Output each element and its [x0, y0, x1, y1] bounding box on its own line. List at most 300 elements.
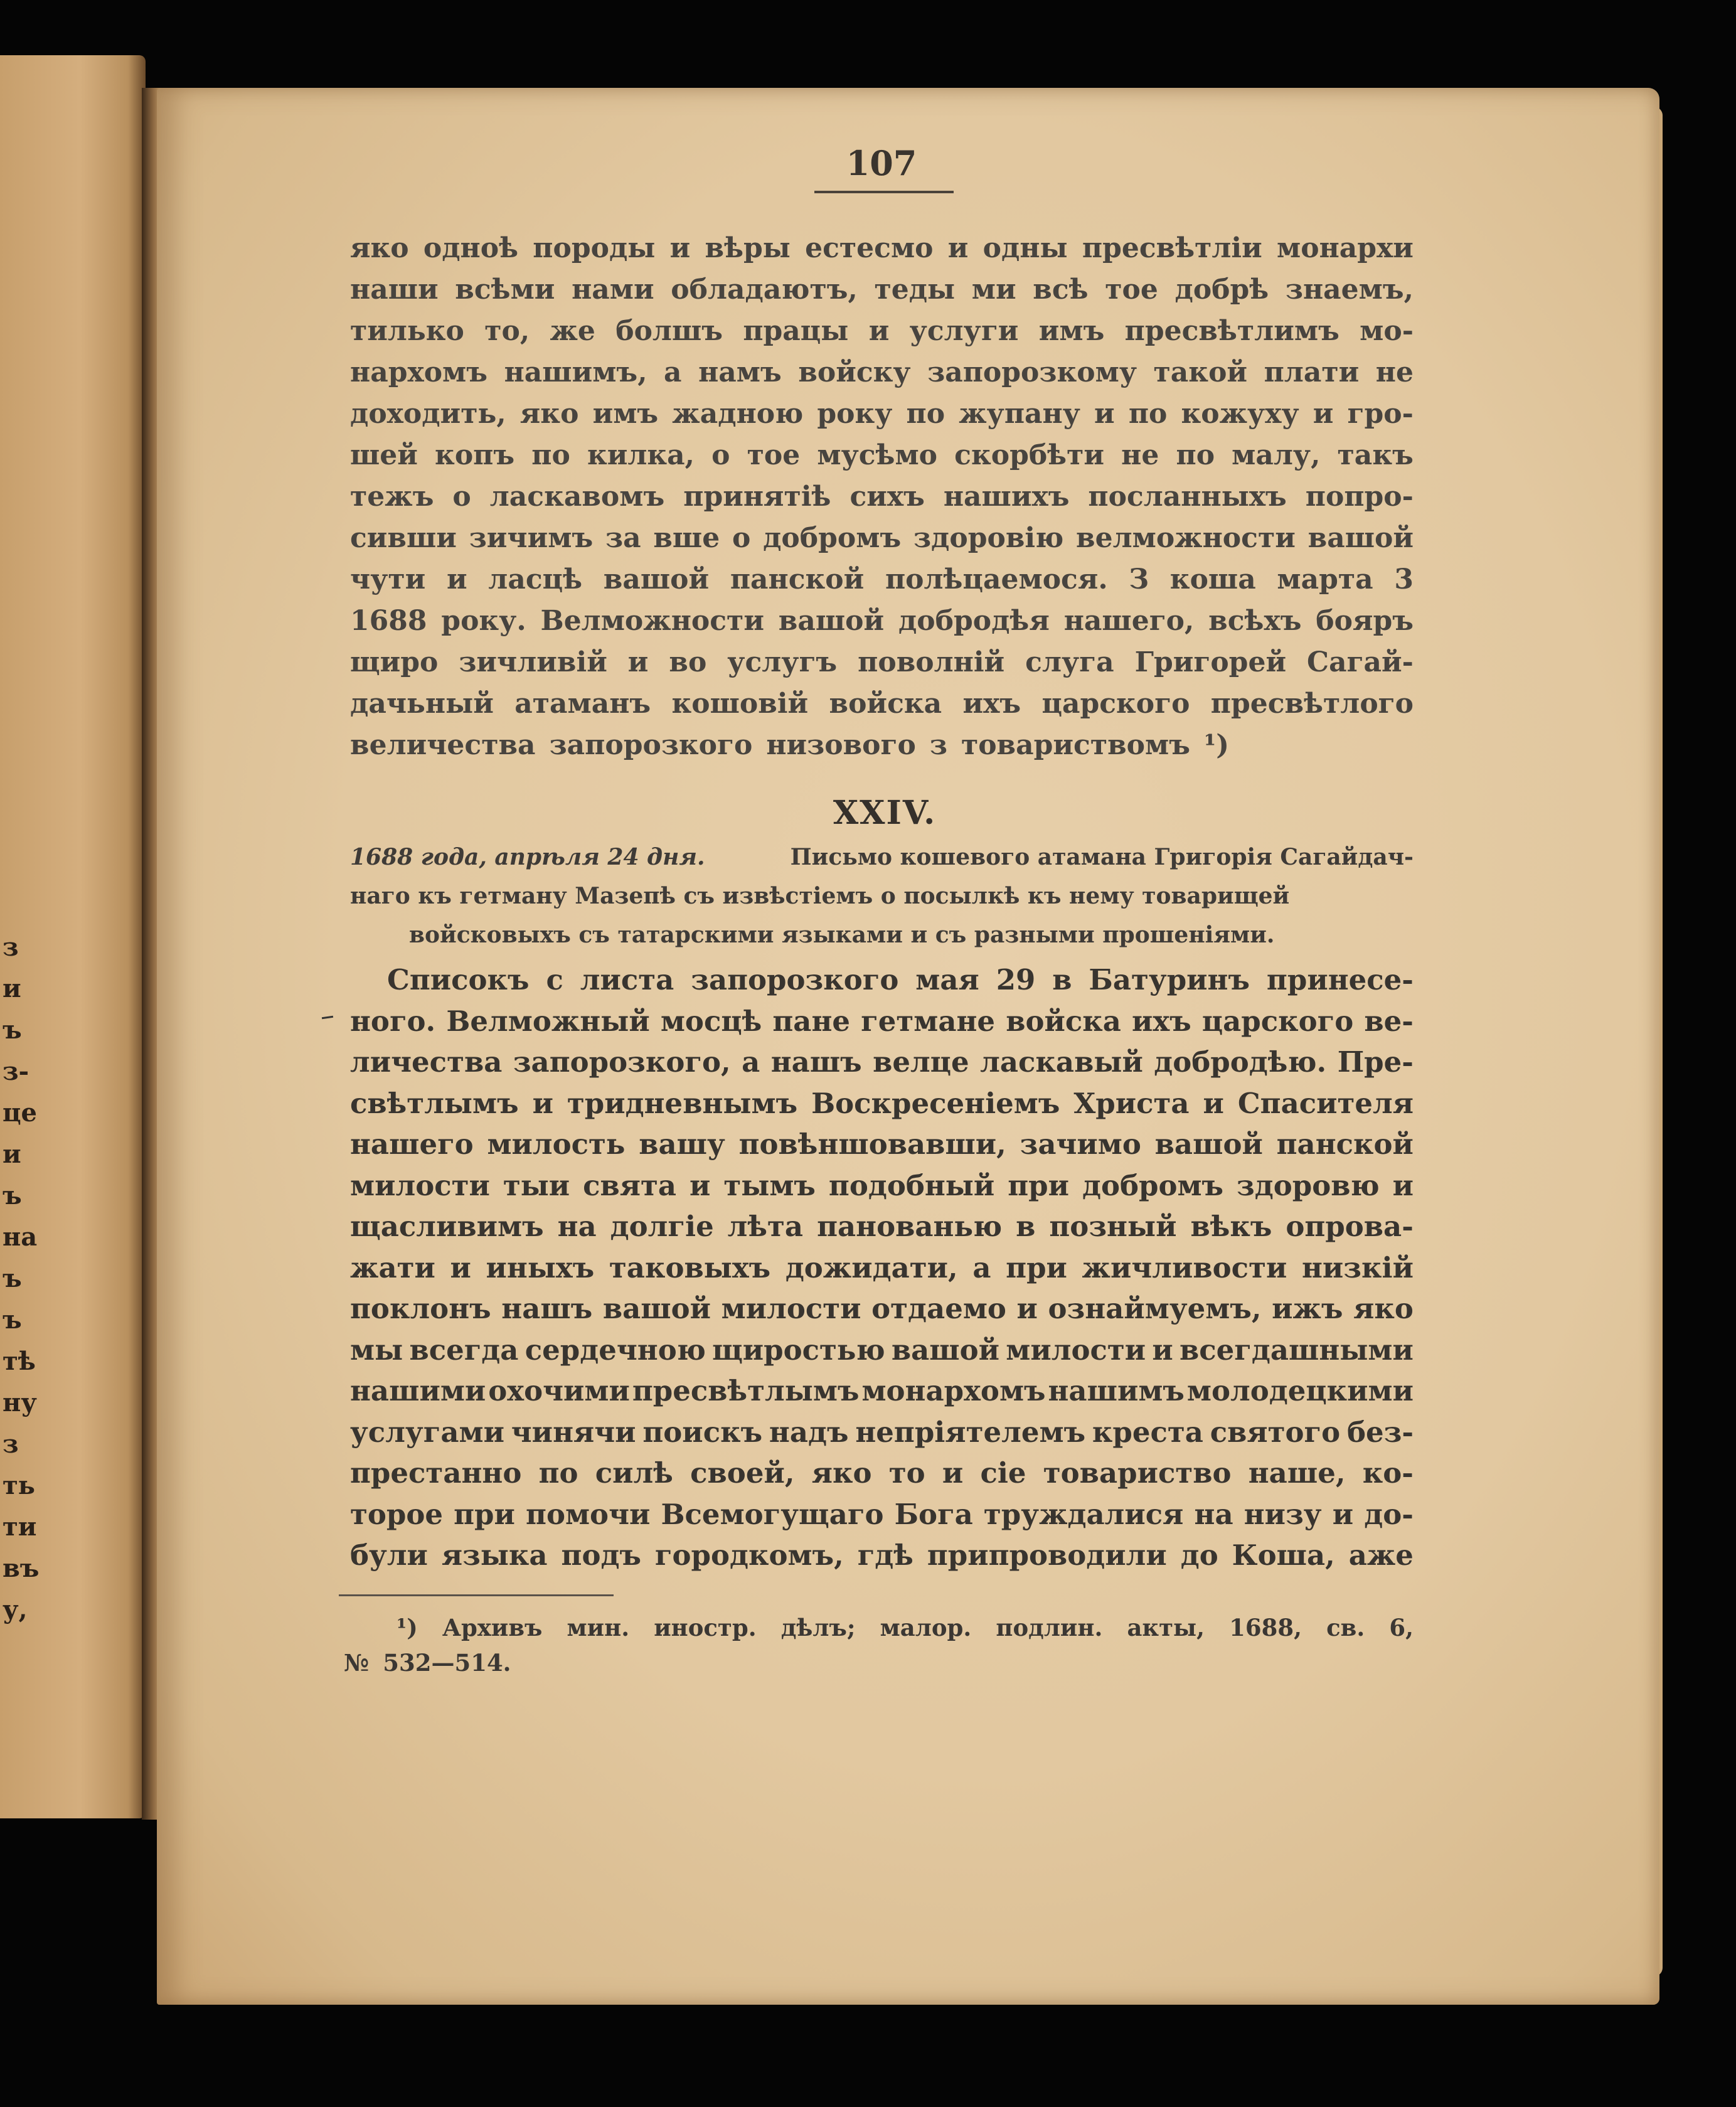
- text-line: [350, 315, 1414, 347]
- word: панской: [730, 563, 865, 595]
- word: листа: [580, 963, 674, 996]
- left-page-fragment: ъ: [3, 1181, 22, 1210]
- word: свята: [583, 1168, 677, 1202]
- word: Воскресеніемъ: [811, 1086, 1060, 1120]
- word: монархомъ: [861, 1374, 1046, 1407]
- word: 532—514.: [383, 1649, 511, 1677]
- left-page-fragment: ъ: [3, 1264, 22, 1293]
- word: добродѣю.: [1154, 1045, 1327, 1079]
- word: имъ: [592, 398, 659, 430]
- word: личества: [350, 1045, 503, 1079]
- word: о: [711, 439, 730, 471]
- left-page-fragment: ти: [3, 1512, 37, 1542]
- word: позный: [1049, 1210, 1177, 1243]
- word: на: [1194, 1497, 1233, 1531]
- word: вѣкъ: [1190, 1210, 1272, 1243]
- word: и: [669, 232, 691, 264]
- left-page-edge: [0, 55, 146, 1818]
- left-page-fragment: тѣ: [3, 1347, 36, 1376]
- word: попро-: [1305, 481, 1414, 513]
- word: здоровію: [913, 522, 1064, 554]
- word: мусѣмо: [817, 439, 938, 471]
- word: о: [452, 481, 471, 513]
- word: до-: [1364, 1497, 1414, 1531]
- word: одноѣ: [423, 232, 519, 264]
- word: с: [546, 963, 563, 996]
- text-line: [350, 1169, 1414, 1202]
- word: Коша,: [1232, 1539, 1335, 1572]
- word: и: [1313, 398, 1334, 430]
- word: низового: [766, 729, 916, 761]
- word: тридневнымъ: [567, 1086, 798, 1120]
- word: щасливимъ: [350, 1210, 544, 1243]
- word: милости: [721, 1292, 861, 1325]
- word: слуга: [1025, 646, 1114, 678]
- word: панованью: [817, 1210, 1003, 1243]
- word: обладаютъ,: [671, 274, 858, 306]
- text-line: [350, 481, 1414, 513]
- word: милость: [487, 1128, 626, 1161]
- word: пресвѣтлого: [1210, 688, 1414, 720]
- word: тилько: [350, 315, 464, 347]
- word: вашой: [603, 563, 710, 595]
- word: свѣтлымъ: [350, 1086, 519, 1120]
- text-line: [350, 563, 1414, 595]
- word: нархомъ: [350, 356, 488, 388]
- word: килка,: [587, 439, 695, 471]
- word: здоровю: [1237, 1168, 1380, 1202]
- page-number-rule: [814, 191, 954, 193]
- word: то,: [484, 315, 530, 347]
- word: поволній: [858, 646, 1005, 678]
- word: дѣлъ;: [780, 1614, 856, 1641]
- word: вашой: [778, 605, 885, 637]
- word: знаемъ,: [1285, 274, 1414, 306]
- word: наше,: [1248, 1456, 1346, 1490]
- word: силѣ: [595, 1456, 673, 1490]
- left-page-fragment: и: [3, 1139, 21, 1169]
- word: тое: [747, 439, 801, 471]
- word: запорозкому: [927, 356, 1137, 388]
- word: добрѣ: [1174, 274, 1269, 306]
- text-line: [350, 1292, 1414, 1325]
- word: непріятелемъ: [855, 1415, 1086, 1449]
- word: тыи: [503, 1168, 570, 1202]
- word: Спасителя: [1237, 1086, 1414, 1120]
- word: мосцѣ: [660, 1004, 762, 1038]
- left-page-fragment: це: [3, 1098, 37, 1128]
- text-line: [350, 1539, 1414, 1572]
- word: добродѣя: [898, 605, 1050, 637]
- word: сивши: [350, 522, 457, 554]
- word: низу: [1243, 1497, 1322, 1531]
- word: Сагай-: [1307, 646, 1414, 678]
- word: же: [550, 315, 595, 347]
- word: поискъ: [642, 1415, 763, 1449]
- word: щиро: [350, 646, 439, 678]
- word: войску: [798, 356, 911, 388]
- word: и: [1203, 1086, 1224, 1120]
- word: атаманъ: [514, 688, 651, 720]
- word: и: [532, 1086, 553, 1120]
- word: на: [557, 1210, 597, 1243]
- word: пресвѣтлымъ: [632, 1374, 860, 1407]
- word: плати: [1264, 356, 1360, 388]
- left-page-fragment: у,: [3, 1595, 28, 1624]
- text-line: [350, 1416, 1414, 1449]
- word: яко: [811, 1456, 872, 1490]
- word: услугъ: [727, 646, 838, 678]
- summary-line: [350, 883, 1414, 909]
- left-page-fragment: з-: [3, 1057, 29, 1086]
- word: 29: [996, 963, 1036, 996]
- left-page-fragment: ъ: [3, 1015, 22, 1045]
- word: городкомъ,: [654, 1539, 844, 1572]
- word: и: [868, 315, 890, 347]
- word: ознаймуемъ,: [1048, 1292, 1262, 1325]
- text-line: [350, 1128, 1414, 1161]
- word: були: [350, 1539, 428, 1572]
- word: сердечною: [525, 1333, 706, 1367]
- word: кожуху: [1181, 398, 1299, 430]
- word: и: [446, 563, 467, 595]
- word: 6,: [1389, 1614, 1414, 1641]
- word: до: [1180, 1539, 1218, 1572]
- word: коша: [1169, 563, 1256, 595]
- word: акты,: [1127, 1614, 1205, 1641]
- word: Архивъ: [442, 1614, 543, 1641]
- word: вѣры: [705, 232, 791, 264]
- word: намъ: [698, 356, 782, 388]
- summary-line-text: наго къ гетману Мазепѣ съ извѣстіемъ о посылкѣ къ нему товарищей: [350, 883, 1290, 909]
- word: вашу: [639, 1128, 725, 1161]
- word: нашими: [350, 1374, 486, 1407]
- word: о: [732, 522, 751, 554]
- word: велможности: [1076, 522, 1296, 554]
- text-line: [350, 274, 1414, 306]
- word: жадною: [672, 398, 804, 430]
- word: жупану: [959, 398, 1080, 430]
- word: вашой: [1307, 522, 1414, 554]
- text-line: [350, 1374, 1414, 1407]
- word: ко-: [1362, 1456, 1414, 1490]
- word: и: [1016, 1292, 1038, 1325]
- text-line: [350, 1087, 1414, 1120]
- word: и: [947, 232, 969, 264]
- word: св.: [1326, 1614, 1365, 1641]
- word: величества: [350, 729, 536, 761]
- word: з: [929, 729, 947, 761]
- word: престанно: [350, 1456, 522, 1490]
- word: чути: [350, 563, 426, 595]
- word: скорбѣти: [954, 439, 1105, 471]
- word: теды: [874, 274, 956, 306]
- word: №: [344, 1649, 370, 1677]
- word: зичливій: [459, 646, 607, 678]
- word: монархи: [1277, 232, 1414, 264]
- word: нашего: [350, 1128, 474, 1161]
- word: такой: [1153, 356, 1248, 388]
- word: пане: [772, 1004, 851, 1038]
- text-line: [350, 522, 1414, 554]
- word: зачимо: [1020, 1128, 1141, 1161]
- word: нашимъ,: [504, 356, 647, 388]
- text-line: [350, 729, 1414, 761]
- word: милости: [350, 1168, 490, 1202]
- word: ве-: [1364, 1004, 1414, 1038]
- word: повѣншовавши,: [738, 1128, 1006, 1161]
- word: копъ: [435, 439, 515, 471]
- word: и: [1392, 1168, 1414, 1202]
- word: по: [531, 439, 570, 471]
- word: при: [1006, 1251, 1067, 1284]
- word: ласкавый: [980, 1045, 1143, 1079]
- word: вашой: [891, 1333, 1000, 1367]
- word: вше: [653, 522, 720, 554]
- word: шей: [350, 439, 418, 471]
- word: ихъ: [1132, 1004, 1191, 1038]
- word: Велможности: [540, 605, 764, 637]
- word: гро-: [1347, 398, 1414, 430]
- word: низкій: [1301, 1251, 1414, 1284]
- word: и: [690, 1168, 711, 1202]
- word: аже: [1348, 1539, 1414, 1572]
- summary-line-text: войсковыхъ съ татарскими языками и съ разными прошеніями.: [409, 922, 1275, 948]
- word: за: [605, 522, 641, 554]
- text-line: [350, 1005, 1414, 1038]
- word: працы: [743, 315, 849, 347]
- word: добромъ: [763, 522, 902, 554]
- word: посланныхъ: [1088, 481, 1287, 513]
- text-line: [350, 1251, 1414, 1284]
- text-line: [397, 1614, 1414, 1641]
- word: в: [1016, 1210, 1036, 1243]
- text-line: [350, 1333, 1414, 1367]
- word: труждалися: [983, 1497, 1184, 1531]
- word: зичимъ: [469, 522, 594, 554]
- word: по: [538, 1456, 578, 1490]
- word: такъ: [1337, 439, 1414, 471]
- word: вашой: [602, 1292, 711, 1325]
- word: яко: [519, 398, 579, 430]
- text-line: [350, 232, 1414, 264]
- word: при: [1008, 1168, 1070, 1202]
- word: долгіе: [610, 1210, 714, 1243]
- word: при: [454, 1497, 515, 1531]
- word: войска: [829, 688, 942, 720]
- text-line: [350, 398, 1414, 430]
- left-page-fragment: з: [3, 1429, 19, 1459]
- summary-line-text: Письмо кошевого атамана Григорія Сагайдач-: [790, 844, 1414, 870]
- word: яко: [350, 232, 409, 264]
- word: в: [1052, 963, 1072, 996]
- text-line: [350, 646, 1414, 678]
- word: кошовій: [671, 688, 809, 720]
- text-line: [350, 605, 1414, 637]
- left-page-fragment: з: [3, 932, 19, 962]
- word: опрова-: [1286, 1210, 1414, 1243]
- text-line: [350, 1045, 1414, 1079]
- word: по: [906, 398, 945, 430]
- word: и: [1094, 398, 1115, 430]
- word: милости: [1006, 1333, 1146, 1367]
- word: всегда: [409, 1333, 519, 1367]
- word: святого: [1210, 1415, 1341, 1449]
- word: всѣ: [1033, 274, 1089, 306]
- word: всегдашными: [1180, 1333, 1414, 1367]
- text-line: [350, 439, 1414, 471]
- word: жати: [350, 1251, 435, 1284]
- word: царского: [1201, 1004, 1354, 1038]
- word: тымъ: [723, 1168, 816, 1202]
- word: Христа: [1073, 1086, 1190, 1120]
- word: а: [664, 356, 682, 388]
- left-page-fragment: ъ: [3, 1305, 22, 1335]
- word: припроводили: [927, 1539, 1167, 1572]
- word: тое: [1105, 274, 1158, 306]
- word: полѣцаемося.: [885, 563, 1108, 595]
- word: тежъ: [350, 481, 434, 513]
- word: не: [1121, 439, 1159, 471]
- word: мин.: [567, 1614, 630, 1641]
- word: подлин.: [996, 1614, 1103, 1641]
- left-page-fragment: ть: [3, 1471, 35, 1500]
- word: подъ: [561, 1539, 641, 1572]
- word: лѣта: [727, 1210, 804, 1243]
- word: а: [742, 1045, 760, 1079]
- word: отдаемо: [871, 1292, 1006, 1325]
- word: товариство: [1043, 1456, 1232, 1490]
- word: по: [1176, 439, 1215, 471]
- word: и: [627, 646, 649, 678]
- word: пресвѣтлимъ: [1124, 315, 1339, 347]
- word: подобный: [828, 1168, 995, 1202]
- word: наши: [350, 274, 439, 306]
- word: принятіѣ: [683, 481, 831, 513]
- word: ласцѣ: [488, 563, 583, 595]
- word: сіе: [980, 1456, 1026, 1490]
- word: мая: [915, 963, 979, 996]
- word: языка: [441, 1539, 548, 1572]
- word: иностр.: [654, 1614, 757, 1641]
- word: нашимъ: [1048, 1374, 1185, 1407]
- word: и: [1152, 1333, 1173, 1367]
- word: ижъ: [1272, 1292, 1343, 1325]
- word: всѣми: [455, 274, 555, 306]
- word: ихъ: [962, 688, 1021, 720]
- left-page-fragment: на: [3, 1222, 38, 1252]
- word: по: [1128, 398, 1168, 430]
- word: охочими: [488, 1374, 630, 1407]
- word: малор.: [880, 1614, 972, 1641]
- word: 1688: [350, 605, 427, 637]
- word: имъ: [1038, 315, 1105, 347]
- word: а: [972, 1251, 991, 1284]
- word: болшъ: [615, 315, 723, 347]
- summary-date: 1688 года, апрѣля 24 дня.: [350, 844, 705, 870]
- word: нашего,: [1063, 605, 1195, 637]
- word: породы: [533, 232, 656, 264]
- word: мо-: [1360, 315, 1414, 347]
- word: иныхъ: [486, 1251, 595, 1284]
- word: и: [1332, 1497, 1354, 1531]
- word: то: [888, 1456, 925, 1490]
- word: запорозкого,: [513, 1045, 731, 1079]
- word: пресвѣтліи: [1082, 232, 1262, 264]
- word: панской: [1276, 1128, 1414, 1161]
- word: услуги: [909, 315, 1019, 347]
- word: нами: [572, 274, 654, 306]
- word: Всемогущаго: [661, 1497, 884, 1531]
- word: во: [669, 646, 707, 678]
- section-number: XXIV.: [833, 794, 937, 832]
- word: товариствомъ: [961, 729, 1190, 761]
- text-line: [350, 1210, 1414, 1243]
- word: и: [942, 1456, 964, 1490]
- left-page-fragment: въ: [3, 1554, 40, 1583]
- word: и: [450, 1251, 471, 1284]
- word: гетмане: [861, 1004, 996, 1038]
- summary-line: [350, 844, 1414, 870]
- word: Батуринъ: [1089, 963, 1250, 996]
- word: жичливости: [1082, 1251, 1287, 1284]
- word: естесмо: [805, 232, 934, 264]
- word: своей,: [690, 1456, 795, 1490]
- word: Бога: [894, 1497, 973, 1531]
- left-page-fragment: ну: [3, 1388, 37, 1417]
- text-line: [350, 356, 1414, 388]
- word: чинячи: [511, 1415, 636, 1449]
- word: малу,: [1232, 439, 1321, 471]
- word: Пре-: [1337, 1045, 1414, 1079]
- word: ного.: [350, 1004, 436, 1038]
- word: не: [1375, 356, 1414, 388]
- word: креста: [1092, 1415, 1203, 1449]
- word: без-: [1346, 1415, 1414, 1449]
- word: мы: [350, 1333, 403, 1367]
- word: дожидати,: [785, 1251, 958, 1284]
- text-line: [350, 1456, 1414, 1490]
- word: ¹): [1203, 729, 1230, 761]
- word: вашой: [1154, 1128, 1263, 1161]
- word: запорозкого: [549, 729, 753, 761]
- word: 1688,: [1229, 1614, 1302, 1641]
- text-line: [350, 1498, 1414, 1531]
- word: З: [1129, 563, 1149, 595]
- left-page-fragment: и: [3, 974, 21, 1003]
- text-line: [350, 688, 1414, 720]
- footnote-rule: [339, 1594, 614, 1596]
- word: всѣхъ: [1208, 605, 1302, 637]
- word: нашихъ: [943, 481, 1070, 513]
- word: ласкавомъ: [489, 481, 665, 513]
- word: торое: [350, 1497, 444, 1531]
- text-line: [387, 963, 1414, 996]
- word: одны: [982, 232, 1068, 264]
- word: ми: [971, 274, 1016, 306]
- word: нашъ: [501, 1292, 593, 1325]
- word: добромъ: [1082, 1168, 1224, 1202]
- word: року.: [441, 605, 526, 637]
- word: Списокъ: [387, 963, 530, 996]
- word: Велможный: [446, 1004, 650, 1038]
- word: помочи: [526, 1497, 651, 1531]
- word: дачьный: [350, 688, 494, 720]
- word: марта: [1277, 563, 1373, 595]
- word: доходить,: [350, 398, 506, 430]
- word: 3: [1394, 563, 1414, 595]
- word: нашъ: [770, 1045, 862, 1079]
